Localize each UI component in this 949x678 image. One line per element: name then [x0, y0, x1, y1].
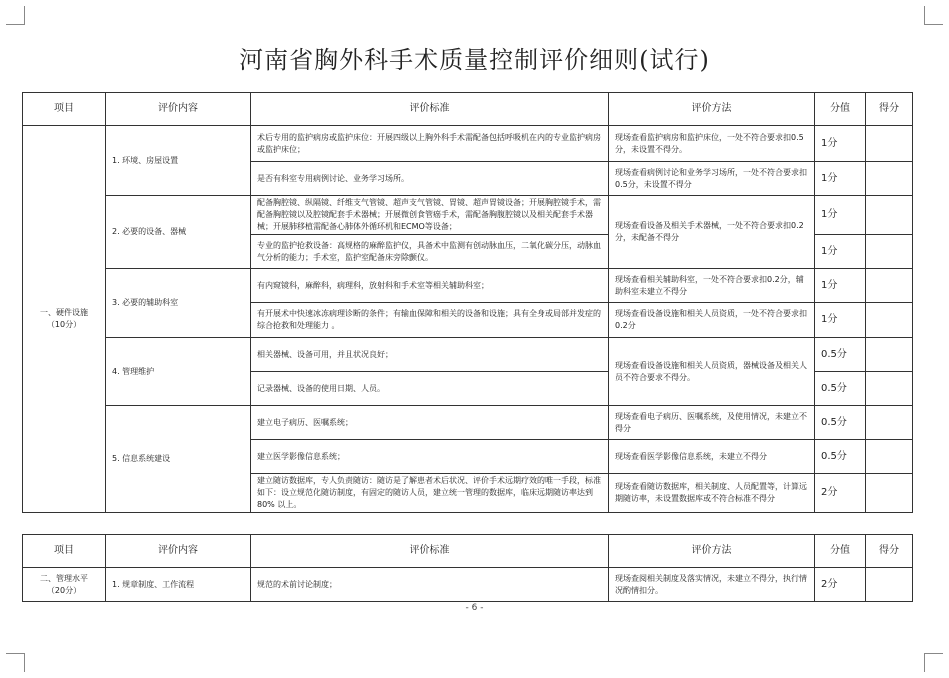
section-label-line2: （10分） [46, 320, 82, 329]
crop-mark-bottom-right [924, 653, 943, 672]
header-content: 评价内容 [106, 93, 251, 126]
standard-cell: 规范的术前讨论制度； [251, 568, 609, 602]
method-cell: 现场查看随访数据库，相关制度、人员配置等，计算远期随访率，未设置数据库或不符合标准不得分 [609, 474, 815, 513]
header-score: 分值 [815, 535, 866, 568]
score-cell: 0.5分 [815, 338, 866, 372]
got-cell [866, 338, 913, 372]
method-cell: 现场查看相关辅助科室，一处不符合要求扣0.2分，辅助科室未建立不得分 [609, 269, 815, 303]
section-label [23, 568, 106, 602]
method-cell: 现场查看病例讨论和业务学习场所，一处不符合要求扣0.5分，未设置不得分 [609, 162, 815, 196]
section-label-line1: 一、硬件设施 [40, 308, 88, 317]
content-cell: 2. 必要的设备、器械 [106, 196, 251, 269]
content-cell: 5. 信息系统建设 [106, 406, 251, 513]
header-standard: 评价标准 [251, 535, 609, 568]
got-cell [866, 196, 913, 235]
header-score: 分值 [815, 93, 866, 126]
header-method: 评价方法 [609, 535, 815, 568]
header-content: 评价内容 [106, 535, 251, 568]
content-cell: 1. 环境、房屋设置 [106, 126, 251, 196]
standard-cell: 配备胸腔镜、纵隔镜、纤维支气管镜、超声支气管镜、胃镜、超声胃镜设备；开展胸腔镜手术，需配备胸腔镜以及腔镜配套手术器械；开展微创食管癌手术，需配备胸腹腔镜以及相关配套手术器械；开展肺移植需配备心肺体外循环机和ECMO等设备； [251, 196, 609, 235]
section-label-line1: 二、管理水平 [40, 573, 88, 583]
standard-cell: 专业的监护抢救设备：高规格的麻醉监护仪，具备术中监测有创动脉血压，二氧化碳分压，动脉血气分析的能力；手术室，监护室配备床旁除颤仪。 [251, 235, 609, 269]
got-cell [866, 372, 913, 406]
method-cell: 现场查看设备设施和相关人员资质，一处不符合要求扣0.2分 [609, 303, 815, 338]
method-cell: 现场查看监护病房和监护床位，一处不符合要求扣0.5分，未设置不得分。 [609, 126, 815, 162]
table-row [23, 338, 913, 372]
score-cell: 1分 [815, 303, 866, 338]
standard-cell: 建立随访数据库，专人负责随访：随访是了解患者术后状况、评价手术远期疗效的唯一手段，标准如下：设立规范化随访制度，有固定的随访人员，建立统一管理的数据库，临床远期随访率达到 80% 以上。 [251, 474, 609, 513]
crop-mark-bottom-left [6, 653, 25, 672]
document-title: 河南省胸外科手术质量控制评价细则(试行) [239, 46, 710, 74]
header-standard: 评价标准 [251, 93, 609, 126]
standard-cell: 建立电子病历、医嘱系统； [251, 406, 609, 440]
score-cell: 1分 [815, 235, 866, 269]
table-row [23, 126, 913, 162]
table-header-row [23, 93, 913, 126]
score-cell: 1分 [815, 269, 866, 303]
standard-cell: 建立医学影像信息系统； [251, 440, 609, 474]
got-cell [866, 162, 913, 196]
content-cell: 1. 规章制度、工作流程 [106, 568, 251, 602]
standard-cell: 有开展术中快速冰冻病理诊断的条件；有输血保障和相关的设备和设施；具有全身或局部并发症的综合抢救和处理能力 。 [251, 303, 609, 338]
standard-cell: 有内窥镜科，麻醉科，病理科，放射科和手术室等相关辅助科室； [251, 269, 609, 303]
score-cell: 0.5分 [815, 440, 866, 474]
got-cell [866, 406, 913, 440]
evaluation-table-1 [22, 92, 913, 513]
score-cell: 2分 [815, 568, 866, 602]
score-cell: 1分 [815, 196, 866, 235]
got-cell [866, 303, 913, 338]
score-cell: 2分 [815, 474, 866, 513]
standard-cell: 相关器械、设备可用，并且状况良好； [251, 338, 609, 372]
table-row [23, 406, 913, 440]
score-cell: 0.5分 [815, 406, 866, 440]
table-row [23, 568, 913, 602]
crop-mark-top-right [924, 6, 943, 25]
header-got: 得分 [866, 93, 913, 126]
method-cell: 现场查看医学影像信息系统，未建立不得分 [609, 440, 815, 474]
standard-cell: 术后专用的监护病房或监护床位：开展四级以上胸外科手术需配备包括呼吸机在内的专业监护病房或监护床位； [251, 126, 609, 162]
content-cell: 4. 管理维护 [106, 338, 251, 406]
section-label-line2: （20分） [46, 585, 82, 595]
method-cell: 现场查看设备及相关手术器械，一处不符合要求扣0.2分，未配备不得分 [609, 196, 815, 269]
table-row [23, 269, 913, 303]
got-cell [866, 269, 913, 303]
evaluation-table-2 [22, 534, 913, 602]
got-cell [866, 440, 913, 474]
score-cell: 0.5分 [815, 372, 866, 406]
method-cell: 现场查阅相关制度及落实情况，未建立不得分，执行情况酌情扣分。 [609, 568, 815, 602]
got-cell [866, 474, 913, 513]
header-item: 项目 [23, 535, 106, 568]
method-cell: 现场查看设备设施和相关人员资质，器械设备及相关人员不符合要求不得分。 [609, 338, 815, 406]
header-got: 得分 [866, 535, 913, 568]
content-cell: 3. 必要的辅助科室 [106, 269, 251, 338]
score-cell: 1分 [815, 162, 866, 196]
standard-cell: 记录器械、设备的使用日期、人员。 [251, 372, 609, 406]
table-header-row [23, 535, 913, 568]
page-number: - 6 - [465, 603, 484, 613]
method-cell: 现场查看电子病历、医嘱系统，及使用情况，未建立不得分 [609, 406, 815, 440]
table-row [23, 196, 913, 235]
got-cell [866, 126, 913, 162]
score-cell: 1分 [815, 126, 866, 162]
header-method: 评价方法 [609, 93, 815, 126]
got-cell [866, 235, 913, 269]
standard-cell: 是否有科室专用病例讨论、业务学习场所。 [251, 162, 609, 196]
section-label [23, 126, 106, 513]
crop-mark-top-left [6, 6, 25, 25]
got-cell [866, 568, 913, 602]
header-item: 项目 [23, 93, 106, 126]
